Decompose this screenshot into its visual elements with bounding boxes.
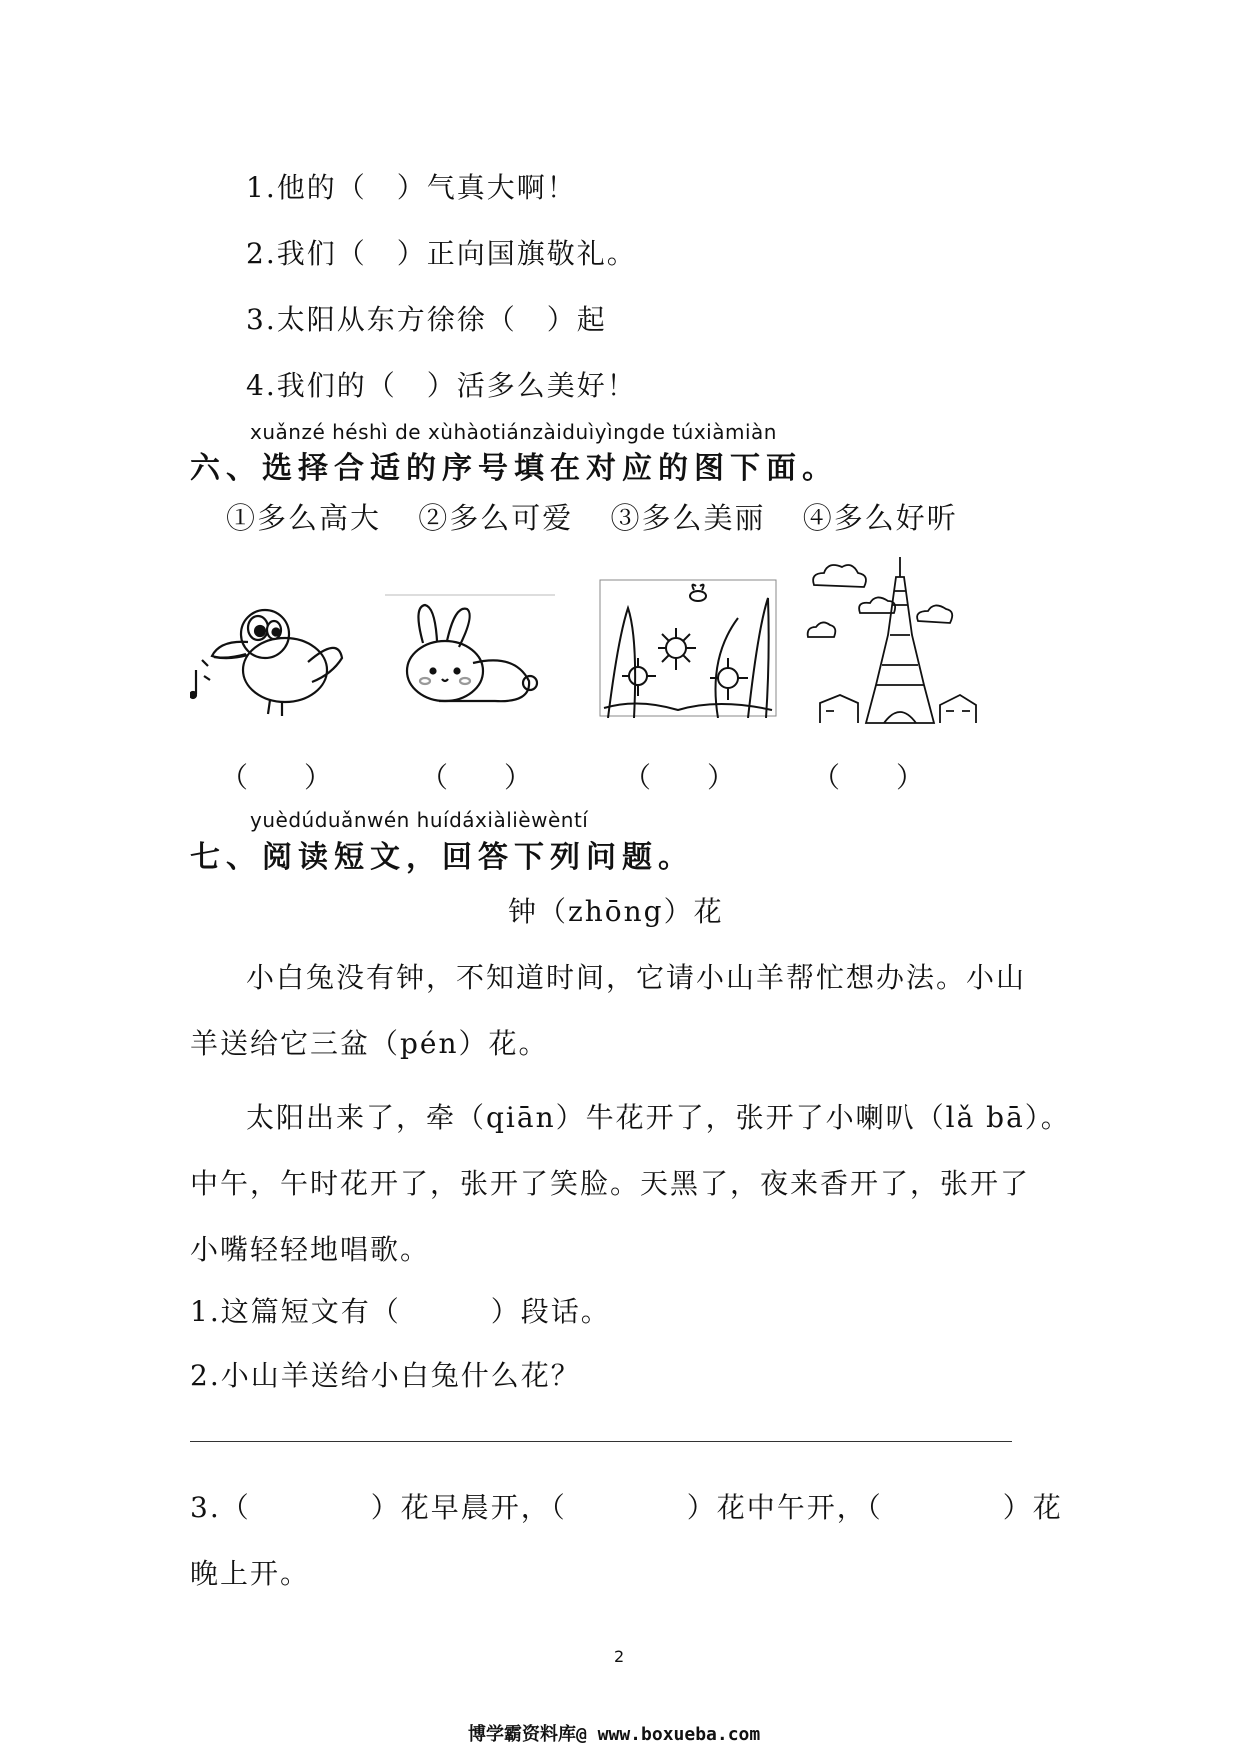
fill-line-1: 1.他的（ ）气真大啊！	[246, 171, 577, 204]
option-2: ②多么可爱	[418, 501, 574, 535]
paragraph2-line2: 中午，午时花开了，张开了笑脸。天黑了，夜来香开了，张开了	[190, 1167, 1031, 1200]
fill-line-2: 2.我们（ ）正向国旗敬礼。	[246, 237, 637, 270]
paragraph2-line3: 小嘴轻轻地唱歌。	[190, 1233, 431, 1266]
answer-line[interactable]	[190, 1441, 1012, 1442]
answer-slot-1[interactable]: （ ）	[220, 761, 333, 794]
question-1: 1.这篇短文有（ ）段话。	[190, 1295, 611, 1328]
question-3-line2: 晚上开。	[190, 1557, 311, 1590]
footer-watermark: 博学霸资料库@ www.boxueba.com	[468, 1724, 761, 1745]
option-4: ④多么好听	[802, 501, 958, 535]
answer-slot-2[interactable]: （ ）	[420, 761, 533, 794]
option-list	[226, 496, 958, 537]
paragraph1-line2: 羊送给它三盆（pén）花。	[190, 1027, 549, 1060]
paragraph1-line1: 小白兔没有钟，不知道时间，它请小山羊帮忙想办法。小山	[246, 961, 1027, 994]
option-3: ③多么美丽	[610, 501, 766, 535]
question-2: 2.小山羊送给小白兔什么花？	[190, 1359, 581, 1392]
tower-picture	[800, 555, 980, 725]
fill-line-4: 4.我们的（ ）活多么美好！	[246, 369, 637, 402]
fill-line-3: 3.太阳从东方徐徐（ ）起	[246, 303, 607, 336]
section7-pinyin: yuèdúduǎnwén huídáxiàlièwèntí	[250, 808, 589, 832]
paragraph2-line1: 太阳出来了，牵（qiān）牛花开了，张开了小喇叭（lǎ bā）。	[246, 1101, 1071, 1134]
section7-heading: 七、阅读短文，回答下列问题。	[190, 840, 694, 875]
question-3-line1: 3.（ ）花早晨开，（ ）花中午开，（ ）花	[190, 1491, 1063, 1524]
rabbit-picture	[385, 593, 555, 723]
section6-heading: 六、选择合适的序号填在对应的图下面。	[190, 451, 838, 486]
answer-slot-4[interactable]: （ ）	[812, 761, 925, 794]
bird-picture	[190, 600, 350, 720]
answer-slot-3[interactable]: （ ）	[623, 761, 736, 794]
passage-title: 钟（zhōng）花	[508, 895, 724, 928]
flowers-picture	[598, 578, 778, 718]
option-1: ①多么高大	[226, 501, 382, 535]
section6-pinyin: xuǎnzé héshì de xùhàotiánzàiduìyìngde túxiàmiàn	[250, 420, 777, 444]
page-number: 2	[614, 1647, 625, 1666]
